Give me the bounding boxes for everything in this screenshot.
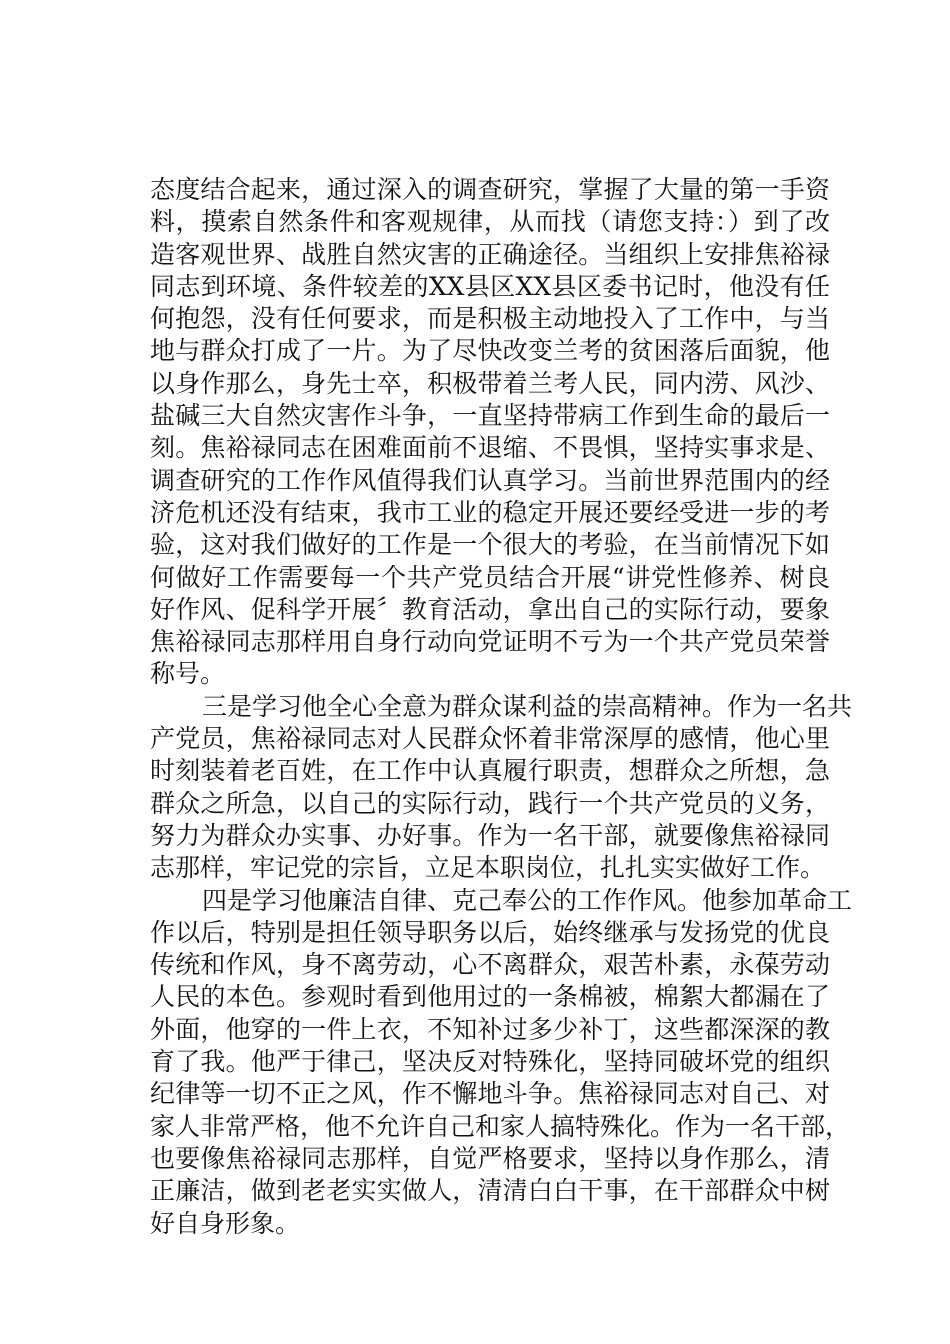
text-line: 纪律等一切不正之风，作不懈地斗争。焦裕禄同志对自己、对 (150, 1079, 830, 1109)
text-line: 传统和作风，身不离劳动，心不离群众，艰苦朴素，永葆劳动 (150, 950, 830, 980)
text-line: 志那样，牢记党的宗旨，立足本职岗位，扎扎实实做好工作。 (150, 853, 826, 883)
text-line: 态度结合起来，通过深入的调查研究，掌握了大量的第一手资 (150, 175, 830, 204)
text-line: 刻。焦裕禄同志在困难面前不退缩、不畏惧，坚持实事求是、 (150, 433, 830, 463)
text-line: 育了我。他严于律己，坚决反对特殊化，坚持同破坏党的组织 (150, 1047, 830, 1077)
text-line: 同志到环境、条件较差的XX县区XX县区委书记时，他没有任 (150, 271, 830, 301)
paragraph-point-three (150, 691, 853, 885)
body-text (150, 174, 853, 1240)
text-line: 盐碱三大自然灾害作斗争，一直坚持带病工作到生命的最后一 (150, 401, 830, 431)
text-line: 地与群众打成了一片。为了尽快改变兰考的贫困落后面貌，他 (150, 336, 830, 366)
text-line: 时刻装着老百姓，在工作中认真履行职责，想群众之所想，急 (150, 756, 830, 786)
text-line: 济危机还没有结束，我市工业的稳定开展还要经受进一步的考 (150, 497, 830, 527)
text-line: 好自身形象。 (150, 1208, 301, 1238)
text-line: 造客观世界、战胜自然灾害的正确途径。当组织上安排焦裕禄 (150, 239, 830, 269)
text-line: 四是学习他廉洁自律、克己奉公的工作作风。他参加革命工 (202, 885, 853, 915)
text-line: 何做好工作需要每一个共产党员结合开展“讲党性修养、树良 (150, 562, 830, 592)
text-line: 作以后，特别是担任领导职务以后，始终继承与发扬党的优良 (150, 917, 830, 947)
text-line: 努力为群众办实事、办好事。作为一名干部，就要像焦裕禄同 (150, 820, 830, 850)
text-line: 正廉洁，做到老老实实做人，清清白白干事，在干部群众中树 (150, 1176, 830, 1206)
paragraph-point-four (150, 885, 853, 1240)
text-line: 验，这对我们做好的工作是一个很大的考验，在当前情况下如 (150, 530, 830, 560)
text-line: 外面，他穿的一件上衣，不知补过多少补丁，这些都深深的教 (150, 1014, 830, 1044)
text-line: 人民的本色。参观时看到他用过的一条棉被，棉絮大都漏在了 (150, 982, 830, 1012)
paragraph-continuation (150, 174, 830, 691)
text-line: 何抱怨，没有任何要求，而是积极主动地投入了工作中，与当 (150, 304, 830, 334)
text-line: 调查研究的工作作风值得我们认真学习。当前世界范围内的经 (150, 465, 830, 495)
text-line: 家人非常严格，他不允许自己和家人搞特殊化。作为一名干部， (150, 1111, 851, 1141)
text-line: 也要像焦裕禄同志那样，自觉严格要求，坚持以身作那么，清 (150, 1143, 830, 1173)
text-line: 产党员，焦裕禄同志对人民群众怀着非常深厚的感情，他心里 (150, 724, 830, 754)
text-line: 焦裕禄同志那样用自身行动向党证明不亏为一个共产党员荣誉 (150, 627, 830, 657)
text-line: 三是学习他全心全意为群众谋利益的崇高精神。作为一名共 (202, 691, 853, 721)
text-line: 以身作那么，身先士卒，积极带着兰考人民，同内涝、风沙、 (150, 368, 830, 398)
text-line: 料，摸索自然条件和客观规律，从而找（请您支持：）到了改 (150, 207, 830, 237)
text-line: 称号。 (150, 659, 226, 689)
text-line: 群众之所急，以自己的实际行动，践行一个共产党员的义务， (150, 788, 830, 818)
text-line: 好作风、促科学开展〞教育活动，拿出自己的实际行动，要象 (150, 594, 830, 624)
